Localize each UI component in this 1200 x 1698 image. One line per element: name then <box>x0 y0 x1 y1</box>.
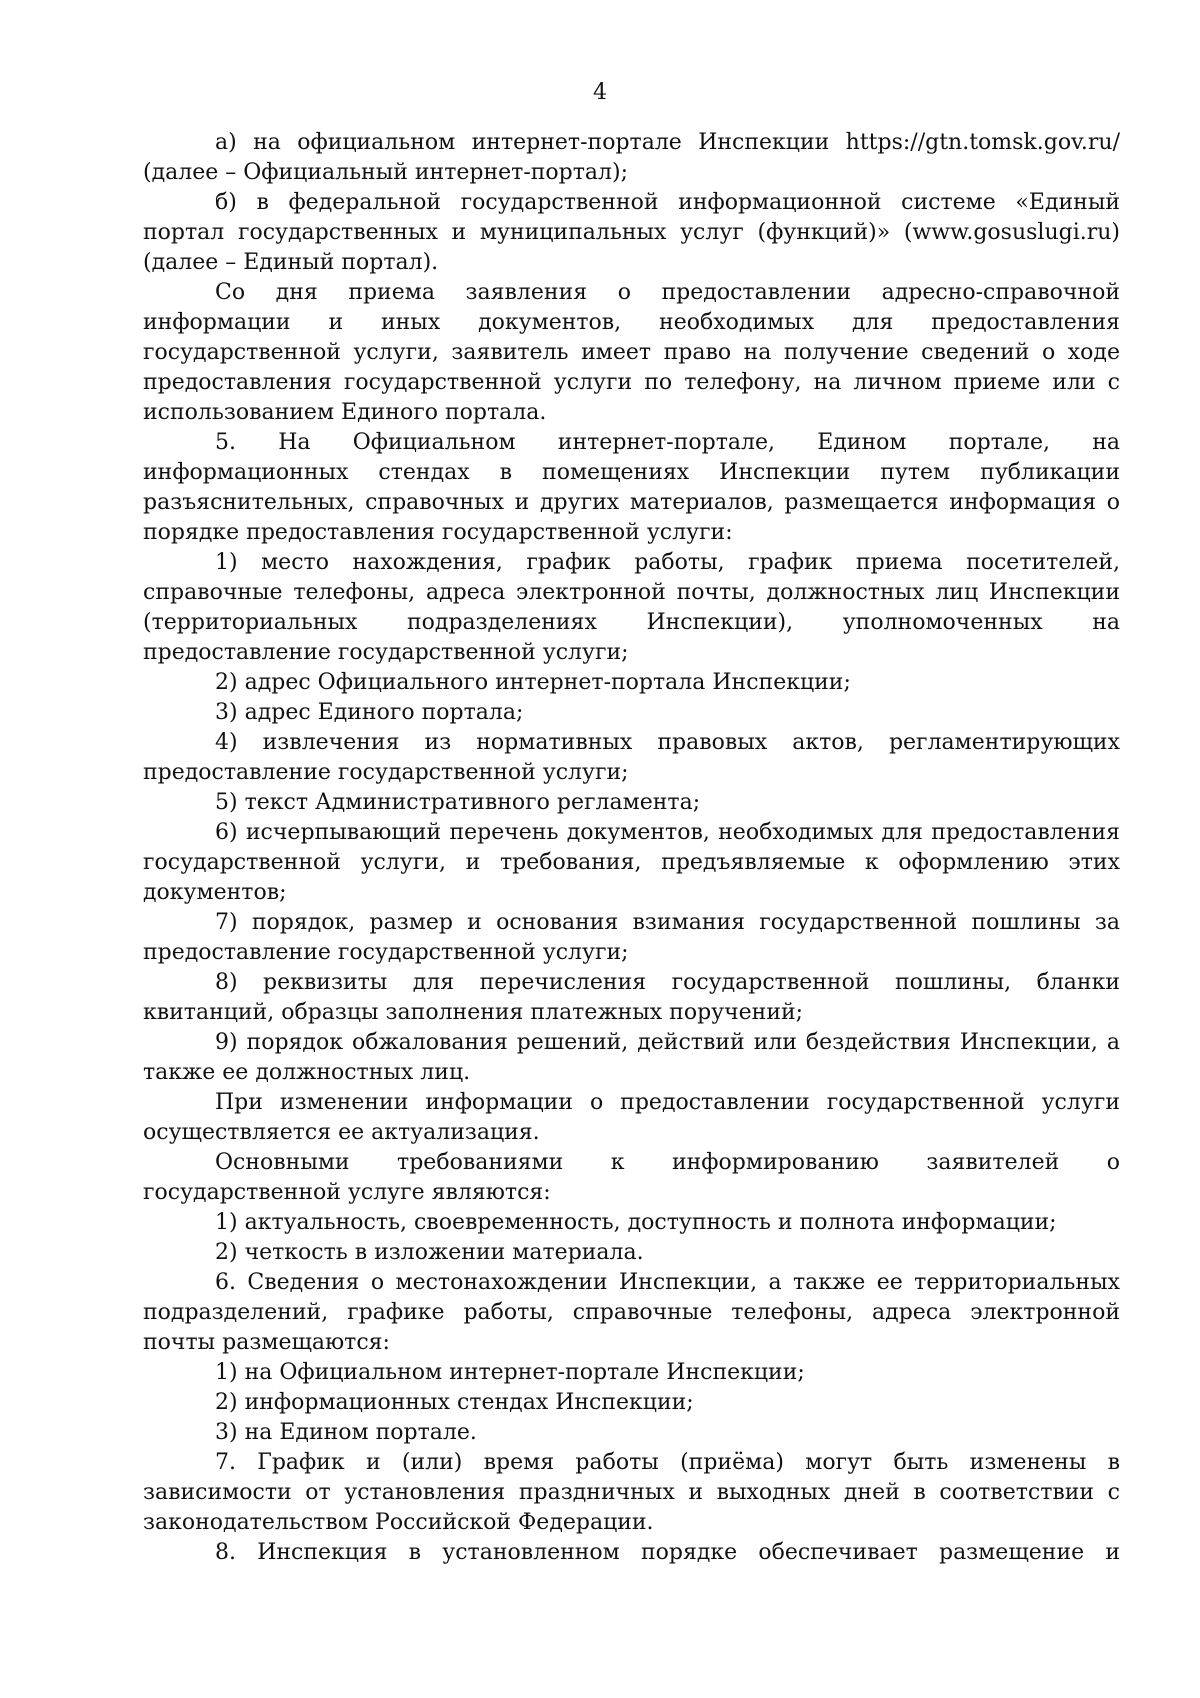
paragraph-application-status: Со дня приема заявления о предоставлении адресно-справочной информации и иных документов, необходимых для предоставления государственной услуги, заявитель имеет право на получение сведений о ходе предоставления государственной услуги по телефону, на личном приеме или с использованием Единого портала. <box>143 280 1120 425</box>
paragraph-a-official-portal: а) на официальном интернет-портале Инспекции https://gtn.tomsk.gov.ru/ (далее – Официальный интернет-портал); <box>143 130 1120 185</box>
list-item-5-4: 4) извлечения из нормативных правовых актов, регламентирующих предоставление государственной услуги; <box>143 730 1120 785</box>
list-item-5-7: 7) порядок, размер и основания взимания государственной пошлины за предоставление государственной услуги; <box>143 910 1120 965</box>
list-item-5-8: 8) реквизиты для перечисления государственной пошлины, бланки квитанций, образцы заполнения платежных поручений; <box>143 970 1120 1025</box>
list-item-5-6: 6) исчерпывающий перечень документов, необходимых для предоставления государственной услуги, и требования, предъявляемые к оформлению этих документов; <box>143 820 1120 905</box>
paragraph-item-7: 7. График и (или) время работы (приёма) могут быть изменены в зависимости от установления праздничных и выходных дней в соответствии с законодательством Российской Федерации. <box>143 1450 1120 1535</box>
paragraph-b-unified-portal: б) в федеральной государственной информационной системе «Единый портал государственных и муниципальных услуг (функций)» (www.gosuslugi.ru) (далее – Единый портал). <box>143 190 1120 275</box>
paragraph-item-6: 6. Сведения о местонахождении Инспекции, а также ее территориальных подразделений, графике работы, справочные телефоны, адреса электронной почты размещаются: <box>143 1270 1120 1355</box>
paragraph-item-8: 8. Инспекция в установленном порядке обеспечивает размещение и <box>215 1540 1120 1565</box>
list-item-requirement-1: 1) актуальность, своевременность, доступность и полнота информации; <box>215 1210 1057 1235</box>
list-item-5-2: 2) адрес Официального интернет-портала Инспекции; <box>215 670 851 695</box>
list-item-5-3: 3) адрес Единого портала; <box>215 700 524 725</box>
document-body <box>143 128 1120 1568</box>
list-item-5-5: 5) текст Административного регламента; <box>215 790 701 815</box>
list-item-6-3: 3) на Едином портале. <box>215 1420 477 1445</box>
paragraph-item-5: 5. На Официальном интернет-портале, Едином портале, на информационных стендах в помещениях Инспекции путем публикации разъяснительных, справочных и других материалов, размещается информация о порядке предоставления государственной услуги: <box>143 430 1120 545</box>
list-item-5-9: 9) порядок обжалования решений, действий или бездействия Инспекции, а также ее должностных лиц. <box>143 1030 1120 1085</box>
list-item-6-2: 2) информационных стендах Инспекции; <box>215 1390 694 1415</box>
list-item-5-1: 1) место нахождения, график работы, график приема посетителей, справочные телефоны, адреса электронной почты, должностных лиц Инспекции (территориальных подразделениях Инспекции), уполномоченных на предоставление государственной услуги; <box>143 550 1120 665</box>
paragraph-actualization: При изменении информации о предоставлении государственной услуги осуществляется ее актуализация. <box>143 1090 1120 1145</box>
paragraph-requirements: Основными требованиями к информированию заявителей о государственной услуге являются: <box>143 1150 1120 1205</box>
page-number: 4 <box>593 80 607 105</box>
list-item-6-1: 1) на Официальном интернет-портале Инспекции; <box>215 1360 805 1385</box>
list-item-requirement-2: 2) четкость в изложении материала. <box>215 1240 644 1265</box>
